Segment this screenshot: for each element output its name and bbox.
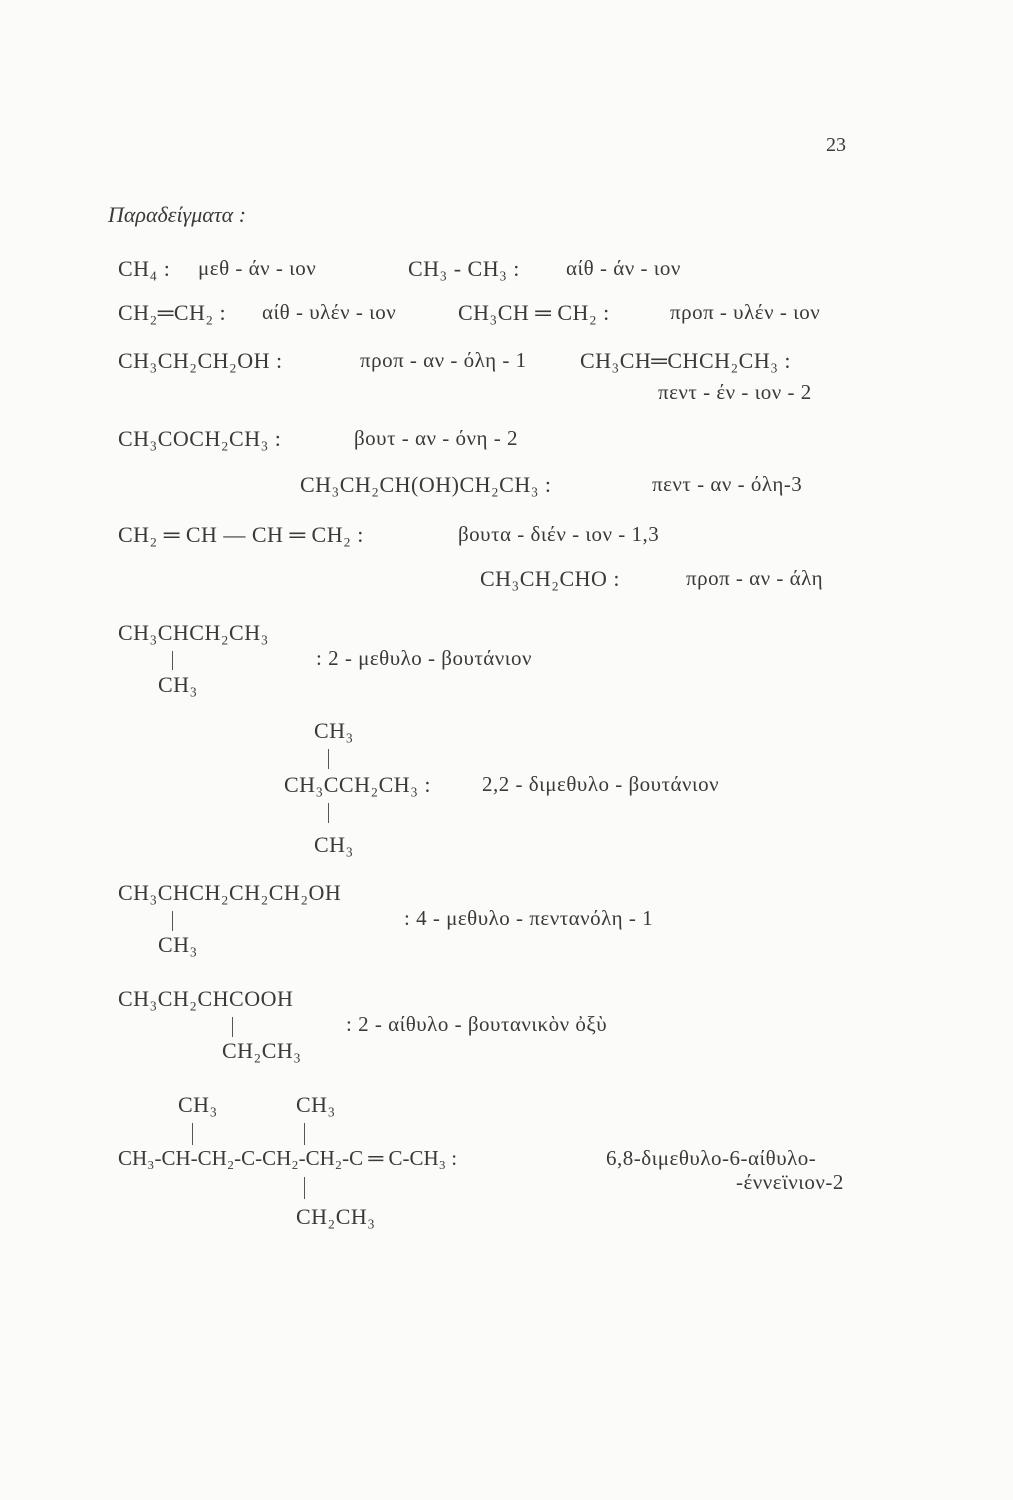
bond-line (304, 1177, 305, 1199)
bond-line (328, 803, 329, 823)
bond-line (304, 1123, 305, 1145)
substituent-ethyl: CH₂CH₃ (296, 1204, 376, 1229)
formula-pentene: CH₃CH═CHCH₂CH₃ : (580, 348, 792, 373)
name-ethylene: αίθ - υλέν - ιον (262, 300, 397, 324)
name-pentene: πεντ - έν - ιον - 2 (658, 380, 812, 404)
name-2-ethylbutanoic-acid: : 2 - αίθυλο - βουτανικὸν ὀξὺ (346, 1012, 608, 1036)
page-number: 23 (826, 134, 846, 156)
name-dimethylethylnonyne-line1: 6,8-διμεθυλο-6-αίθυλο- (606, 1146, 817, 1170)
name-butadiene: βουτα - διέν - ιον - 1,3 (458, 522, 660, 546)
formula-dimethylethylnonyne: CH₃-CH-CH₂-C-CH₂-CH₂-C ═ C-CH₃ : (118, 1146, 458, 1170)
formula-4-methylpentanol: CH₃CHCH₂CH₂CH₂OH (118, 880, 342, 905)
name-4-methylpentanol: : 4 - μεθυλο - πεντανόλη - 1 (404, 906, 654, 930)
formula-butanone: CH₃COCH₂CH₃ : (118, 426, 282, 451)
bond-line (232, 1017, 233, 1037)
name-dimethylethylnonyne-line2: -έννεϊνιον-2 (736, 1170, 844, 1194)
name-methane: μεθ - άν - ιον (198, 256, 317, 280)
formula-propanol: CH₃CH₂CH₂OH : (118, 348, 283, 373)
formula-methane: CH₄ : (118, 256, 171, 281)
bond-line (172, 911, 173, 931)
formula-butadiene: CH₂ ═ CH — CH ═ CH₂ : (118, 522, 364, 547)
name-propanol: προπ - αν - όλη - 1 (360, 348, 527, 372)
bond-line (172, 651, 173, 670)
substituent-methyl-bottom: CH₃ (314, 832, 354, 857)
section-heading: Παραδείγματα : (108, 202, 247, 227)
name-2-2-dimethylbutane: 2,2 - διμεθυλο - βουτάνιον (482, 772, 720, 796)
formula-2-ethylbutanoic-acid: CH₃CH₂CHCOOH (118, 986, 294, 1011)
name-pentanol-3: πεντ - αν - όλη-3 (652, 472, 803, 496)
substituent-methyl-top-2: CH₃ (296, 1092, 336, 1117)
name-2-methylbutane: : 2 - μεθυλο - βουτάνιον (316, 646, 532, 670)
formula-ethane: CH₃ - CH₃ : (408, 256, 520, 281)
bond-line (192, 1123, 193, 1145)
formula-2-2-dimethylbutane: CH₃CCH₂CH₃ : (284, 772, 431, 797)
formula-propylene: CH₃CH ═ CH₂ : (458, 300, 610, 325)
substituent-ethyl: CH₂CH₃ (222, 1038, 302, 1063)
name-propylene: προπ - υλέν - ιον (670, 300, 821, 324)
formula-2-methylbutane: CH₃CHCH₂CH₃ (118, 620, 269, 645)
substituent-methyl-top: CH₃ (314, 718, 354, 743)
name-butanone: βουτ - αν - όνη - 2 (354, 426, 518, 450)
substituent-methyl-top-1: CH₃ (178, 1092, 218, 1117)
formula-propanal: CH₃CH₂CHO : (480, 566, 621, 591)
name-ethane: αίθ - άν - ιον (566, 256, 681, 280)
substituent-methyl: CH₃ (158, 672, 198, 697)
name-propanal: προπ - αν - άλη (686, 566, 824, 590)
formula-pentanol-3: CH₃CH₂CH(OH)CH₂CH₃ : (300, 472, 552, 497)
formula-ethylene: CH₂═CH₂ : (118, 300, 227, 325)
bond-line (328, 749, 329, 769)
substituent-methyl: CH₃ (158, 932, 198, 957)
